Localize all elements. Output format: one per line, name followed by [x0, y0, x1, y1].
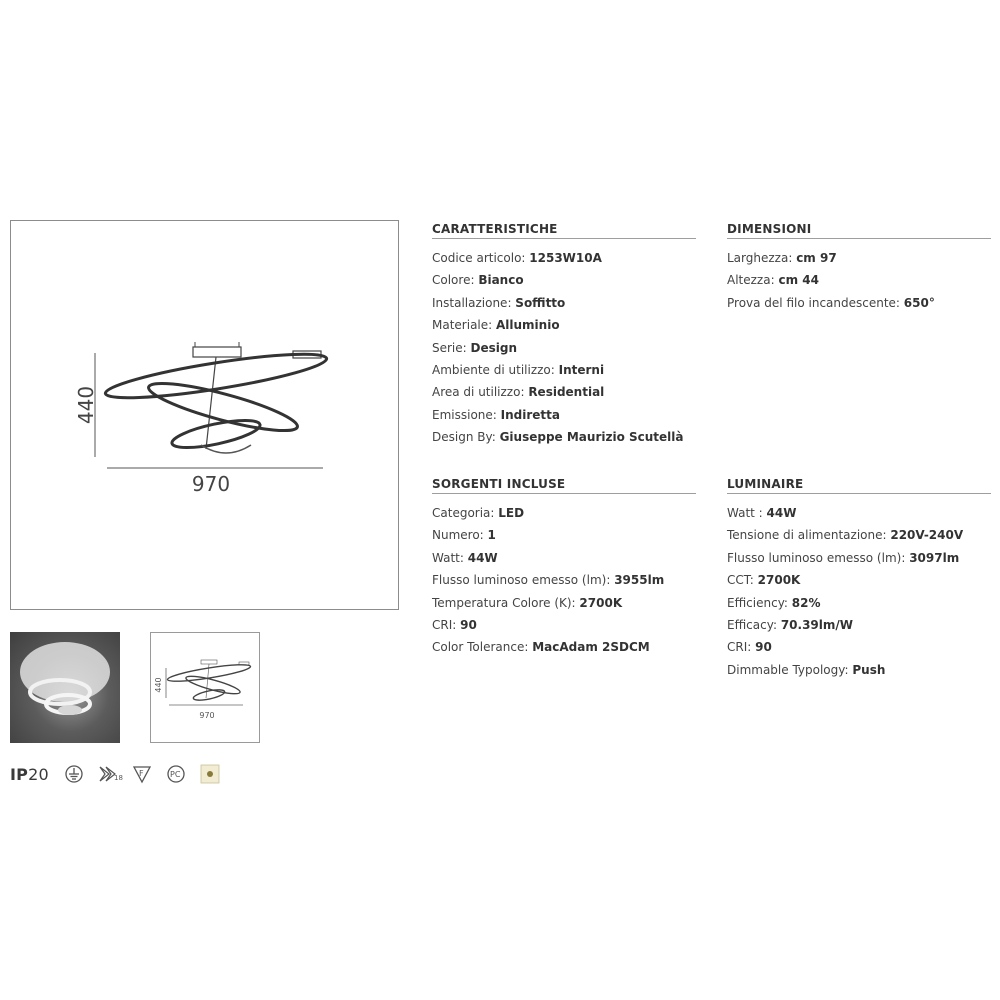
main-technical-drawing — [10, 220, 399, 610]
spec-list — [727, 494, 991, 681]
spec-value: Design — [470, 340, 518, 355]
spec-label: Ambiente di utilizzo: — [432, 362, 559, 377]
spec-row — [432, 636, 696, 658]
spec-label: CCT: — [727, 573, 758, 588]
section-caratteristiche — [432, 222, 696, 449]
spec-value: 650° — [903, 295, 935, 310]
ip-prefix: IP — [10, 764, 29, 784]
spiral-ring-middle — [145, 375, 300, 440]
spec-label: Dimmable Typology: — [727, 662, 853, 677]
spec-label: Watt: — [432, 550, 468, 565]
spec-label: Colore: — [432, 273, 479, 288]
spec-value: 70.39lm/W — [780, 617, 854, 632]
spec-value: 1 — [487, 528, 496, 543]
spec-label: Efficiency: — [727, 595, 792, 610]
spec-row — [727, 659, 991, 681]
certification-row — [10, 762, 233, 786]
thumbnail-width-label: 970 — [199, 711, 215, 720]
spec-list — [432, 239, 696, 449]
spec-value: LED — [498, 506, 525, 520]
ground-class-icon — [63, 763, 85, 785]
spec-value: 3097lm — [909, 550, 960, 565]
spec-row — [432, 502, 696, 524]
spec-row — [432, 426, 696, 448]
spec-label: Altezza: — [727, 273, 779, 288]
spec-label: Emissione: — [432, 407, 501, 422]
spec-value: 1253W10A — [529, 251, 602, 265]
spec-value: Interni — [558, 362, 605, 377]
spec-label: Flusso luminoso emesso (lm): — [432, 573, 615, 588]
section-sorgenti-incluse — [432, 477, 696, 659]
spec-label: Codice articolo: — [432, 251, 530, 265]
spec-label: Temperatura Colore (K): — [432, 595, 580, 610]
spec-row — [727, 569, 991, 591]
spec-row — [727, 636, 991, 658]
spec-label: Efficacy: — [727, 617, 781, 632]
spec-row — [727, 292, 991, 314]
spec-row — [432, 269, 696, 291]
spec-label: Larghezza: — [727, 251, 797, 265]
spec-value: 2700K — [579, 595, 623, 610]
spec-label: Categoria: — [432, 506, 499, 520]
ip-value: 20 — [28, 764, 49, 784]
svg-text:PC: PC — [169, 770, 181, 779]
spec-row — [432, 359, 696, 381]
spec-value: cm 44 — [778, 273, 819, 288]
spec-row — [727, 614, 991, 636]
spec-label: Flusso luminoso emesso (lm): — [727, 550, 910, 565]
spec-label: Color Tolerance: — [432, 640, 533, 655]
spec-row — [432, 314, 696, 336]
spec-value: 82% — [791, 595, 821, 610]
spec-row — [727, 269, 991, 291]
svg-text:18: 18 — [113, 774, 123, 782]
spec-row — [727, 524, 991, 546]
section-title: CARATTERISTICHE — [432, 222, 696, 239]
spec-value: 44W — [766, 506, 797, 520]
spec-value: Push — [852, 662, 886, 677]
spec-list — [432, 494, 696, 659]
lamp-photo — [10, 632, 120, 743]
spec-label: Serie: — [432, 340, 471, 355]
spec-row — [432, 404, 696, 426]
spec-label: CRI: — [432, 617, 461, 632]
section-dimensioni — [727, 222, 991, 314]
spec-value: Soffitto — [515, 295, 566, 310]
spec-row — [432, 569, 696, 591]
led-source-icon — [199, 763, 221, 785]
spec-row — [432, 592, 696, 614]
spec-list — [727, 239, 991, 314]
flammable-surface-icon — [131, 763, 153, 785]
spec-value: 90 — [755, 640, 772, 655]
spec-row — [727, 592, 991, 614]
spec-value: Residential — [528, 385, 605, 400]
spec-value: Giuseppe Maurizio Scutellà — [499, 430, 684, 445]
spec-label: Numero: — [432, 528, 488, 543]
spec-value: Alluminio — [496, 318, 560, 333]
spec-label: CRI: — [727, 640, 756, 655]
spec-label: Installazione: — [432, 295, 516, 310]
spec-value: 90 — [460, 617, 477, 632]
ip-rating — [10, 765, 49, 784]
cert-mark-icon — [165, 763, 187, 785]
spec-value: 44W — [467, 550, 498, 565]
spec-row — [432, 292, 696, 314]
spec-value: 2700K — [757, 573, 801, 588]
energy-class-icon — [97, 763, 123, 785]
product-photo-thumbnail[interactable] — [10, 632, 120, 743]
spiral-ring-top — [103, 346, 328, 407]
section-title: SORGENTI INCLUSE — [432, 477, 696, 494]
spec-label: Tensione di alimentazione: — [727, 528, 891, 543]
section-title: DIMENSIONI — [727, 222, 991, 239]
spec-value: 220V-240V — [890, 528, 964, 543]
spec-row — [432, 524, 696, 546]
spec-label: Watt : — [727, 506, 767, 520]
width-dimension-label: 970 — [191, 472, 231, 496]
thumbnail-dimension-drawing — [151, 633, 259, 742]
spec-value: 3955lm — [614, 573, 665, 588]
spec-value: Indiretta — [500, 407, 560, 422]
spec-row — [432, 247, 696, 269]
spec-row — [432, 337, 696, 359]
spec-row — [727, 547, 991, 569]
lamp-dimension-drawing — [11, 221, 398, 609]
height-dimension-label: 440 — [74, 385, 98, 425]
spec-label: Prova del filo incandescente: — [727, 295, 904, 310]
spec-row — [432, 614, 696, 636]
spec-value: cm 97 — [796, 251, 837, 265]
spec-label: Area di utilizzo: — [432, 385, 529, 400]
spec-value: Bianco — [478, 273, 524, 288]
spec-label: Design By: — [432, 430, 500, 445]
spec-row — [727, 502, 991, 524]
spec-row — [432, 547, 696, 569]
section-luminaire — [727, 477, 991, 681]
spec-row — [432, 381, 696, 403]
svg-text:F: F — [138, 769, 144, 778]
thumbnail-height-label: 440 — [154, 677, 163, 693]
spec-value: MacAdam 2SDCM — [532, 640, 650, 655]
spec-label: Materiale: — [432, 318, 496, 333]
technical-drawing-thumbnail[interactable] — [150, 632, 260, 743]
spec-row — [727, 247, 991, 269]
canopy-left — [193, 347, 241, 357]
section-title: LUMINAIRE — [727, 477, 991, 494]
